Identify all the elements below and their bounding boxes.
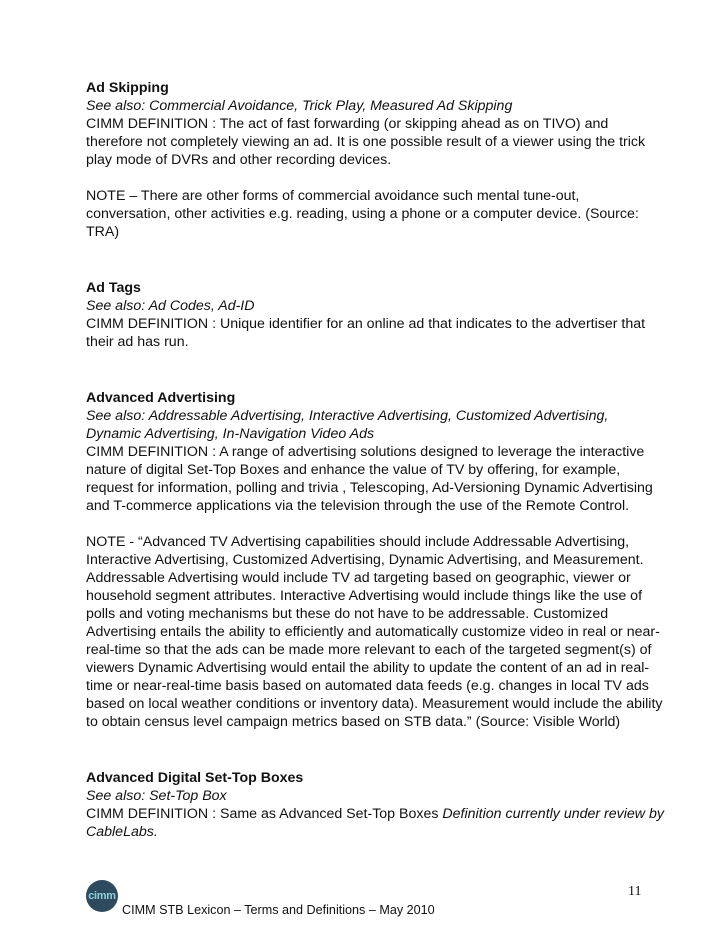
note: NOTE - “Advanced TV Advertising capabilities should include Addressable Advertising, Interactive Advertising, Customized Advertising, Dynamic Advertising, and Measurement. Addressable Advertising would include TV ad targeting based on geographic, viewer or household segment attributes. Interactive Advertising would include things like the use of polls and voting mechanisms but these do not have to be addressable. Customized Advertising entails the ability to efficiently and automatically customize video in real or near-real-time so that the ads can be made more relevant to each of the targeted segment(s) of viewers Dynamic Advertising would entail the ability to update the content of an ad in real-time or near-real-time basis based on automated data feeds (e.g. changes in local TV ads based on local weather conditions or inventory data). Measurement would include the ability to obtain census level campaign metrics based on STB data.” (Source: Visible World): [86, 534, 663, 730]
definition: CIMM DEFINITION : Unique identifier for an online ad that indicates to the advertiser that their ad has run.: [86, 316, 646, 350]
term-heading: Ad Skipping: [86, 80, 169, 96]
entry-ad-skipping: [86, 79, 666, 241]
see-also: See also: Ad Codes, Ad-ID: [86, 298, 255, 314]
definition-review-note: Definition currently under review by CableLabs.: [86, 806, 664, 840]
definition-text: CIMM DEFINITION : Same as Advanced Set-Top Boxes: [86, 806, 443, 822]
term-heading: Advanced Digital Set-Top Boxes: [86, 770, 304, 786]
term-heading: Advanced Advertising: [86, 390, 236, 406]
entry-advanced-digital-set-top-boxes: [86, 769, 666, 841]
see-also: See also: Addressable Advertising, Interactive Advertising, Customized Advertising, Dynamic Advertising, In-Navigation Video Ads: [86, 408, 609, 442]
footer-title: CIMM STB Lexicon – Terms and Definitions – May 2010: [122, 903, 435, 917]
note: NOTE – There are other forms of commercial avoidance such mental tune-out, conversation, other activities e.g. reading, using a phone or a computer device. (Source: TRA): [86, 188, 639, 240]
page-number: 11: [628, 884, 642, 899]
logo-text: cimm: [88, 890, 116, 902]
definition: [86, 805, 666, 841]
definition: CIMM DEFINITION : The act of fast forwarding (or skipping ahead as on TIVO) and therefore not completely viewing an ad. It is one possible result of a viewer using the trick play mode of DVRs and other recording devices.: [86, 116, 646, 168]
entry-advanced-advertising: [86, 389, 666, 731]
document-body: [86, 79, 666, 841]
cimm-logo: [86, 880, 118, 912]
see-also: See also: Commercial Avoidance, Trick Play, Measured Ad Skipping: [86, 98, 513, 114]
term-heading: Ad Tags: [86, 280, 141, 296]
page-footer: [0, 870, 728, 930]
entry-ad-tags: [86, 279, 666, 351]
definition: CIMM DEFINITION : A range of advertising solutions designed to leverage the interactive nature of digital Set-Top Boxes and enhance the value of TV by offering, for example, request for information, polling and trivia , Telescoping, Ad-Versioning Dynamic Advertising and T-commerce applications via the television through the use of the Remote Control.: [86, 444, 653, 514]
see-also: See also: Set-Top Box: [86, 788, 227, 804]
